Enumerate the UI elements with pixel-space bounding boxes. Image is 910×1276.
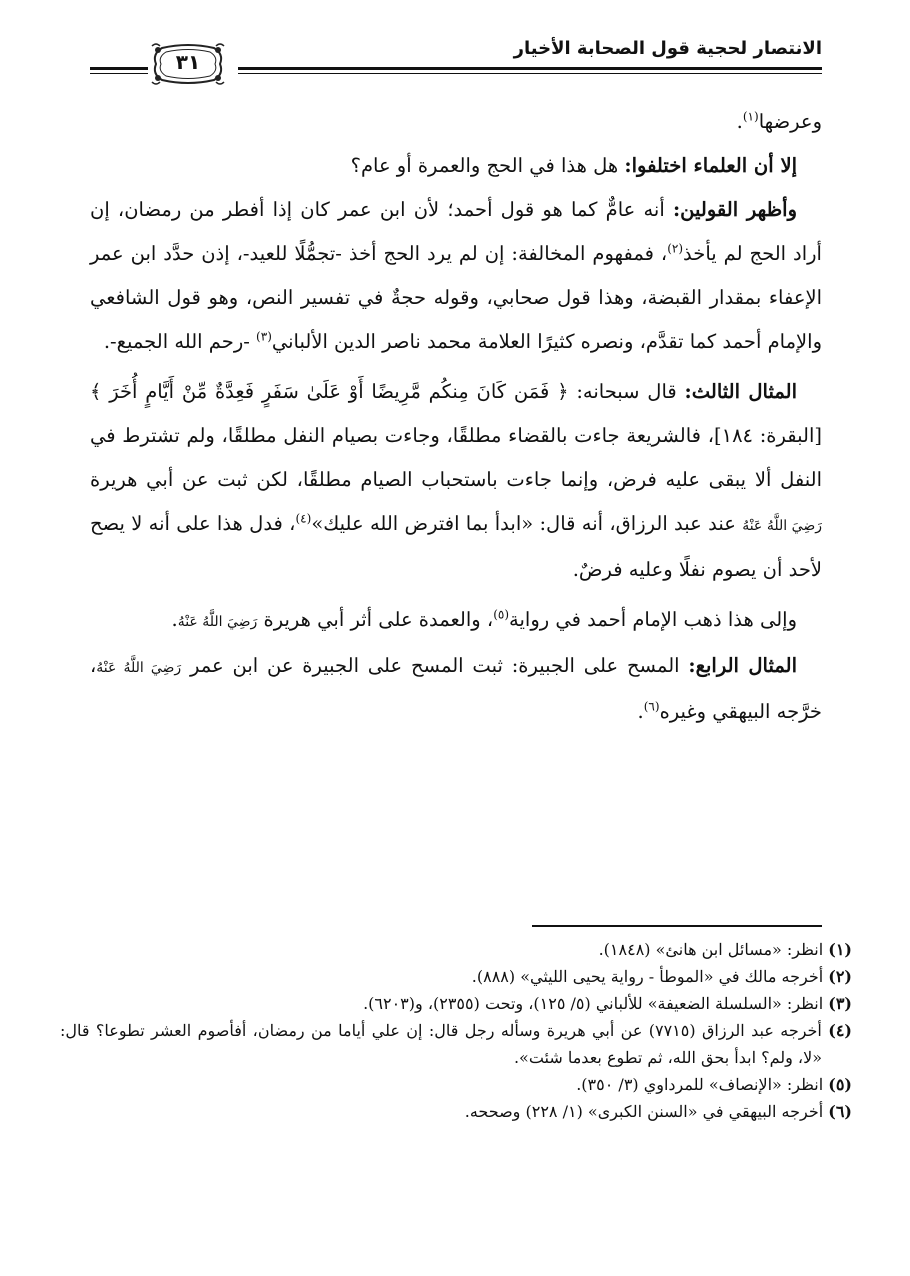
p4-text-c: عند عبد الرزاق، أنه قال: «ابدأ بما افترض الله عليك» — [311, 512, 743, 535]
paragraph-4 — [90, 370, 822, 592]
header-rule-thin — [238, 73, 822, 74]
p3-text-b: ، فمفهوم المخالفة: إن لم يرد الحج أخذ -تجمُّلًا للعيد-، إذن حدَّد ابن عمر الإعفاء بمقدار القبضة، وهذا قول صحابي، وقوله حجةٌ في تفسير النص، وهو قول الشافعي والإمام أحمد كما تقدَّم، ونصره كثيرًا العلامة محمد ناصر الدين الألباني — [90, 242, 822, 353]
p6-label: المثال الرابع: — [688, 654, 797, 677]
footnote-number: (٣) — [828, 994, 852, 1013]
p5-end: . — [171, 608, 178, 631]
footnote-ref-5[interactable]: (٥) — [493, 607, 510, 622]
p6-text-b: ، خرَّجه البيهقي وغيره — [90, 654, 822, 723]
footnote-number: (٥) — [828, 1075, 852, 1094]
paragraph-2 — [90, 144, 822, 188]
footnote-ref-1[interactable]: (١) — [742, 109, 759, 124]
p4-text-b: ، فالشريعة جاءت بالقضاء مطلقًا، وجاءت بصيام النفل مطلقًا، ولم تشترط في النفل ألا يبقى عليه فرض، وإنما جاءت باستحباب الصيام مطلقًا، لكن ثبت عن أبي هريرة — [90, 424, 822, 491]
header-rule-left-thin — [90, 73, 148, 74]
footnote-text: انظر: «الإنصاف» للمرداوي (٣/ ٣٥٠). — [576, 1075, 829, 1094]
footnote-text: أخرجه عبد الرزاق (٧٧١٥) عن أبي هريرة وسأله رجل قال: إن علي أياما من رمضان، أفأصوم العشر تطوعا؟ قال: «لا، ولم؟ ابدأ بحق الله، ثم تطوع بعدما شئت». — [60, 1021, 829, 1067]
footnote-ref-6[interactable]: (٦) — [643, 699, 660, 714]
footnote-ref-3[interactable]: (٣) — [256, 329, 272, 344]
main-text — [90, 100, 822, 734]
running-header-title: الانتصار لحجية قول الصحابة الأخيار — [513, 38, 822, 59]
footnote-ref-4[interactable]: (٤) — [295, 511, 312, 526]
p6-end: . — [637, 700, 644, 723]
p3-text-c: -رحم الله الجميع-. — [103, 330, 257, 353]
page-number: ٣١ — [175, 50, 201, 74]
footnote-number: (١) — [828, 940, 852, 959]
footnote-1 — [60, 936, 852, 963]
p6-text-a: المسح على الجبيرة: ثبت المسح على الجبيرة عن ابن عمر — [181, 654, 689, 677]
footnote-text: أخرجه مالك في «الموطأ - رواية يحيى الليثي» (٨٨٨). — [471, 967, 829, 986]
footnote-3 — [60, 990, 852, 1017]
footnote-2 — [60, 963, 852, 990]
p2-text: هل هذا في الحج والعمرة أو عام؟ — [350, 154, 625, 177]
p2-label: إلا أن العلماء اختلفوا: — [624, 154, 797, 177]
footnote-number: (٢) — [828, 967, 852, 986]
footnote-5 — [60, 1071, 852, 1098]
paragraph-6 — [90, 644, 822, 734]
quran-verse: ﴿ فَمَن كَانَ مِنكُم مَّرِيضًا أَوْ عَلَىٰ سَفَرٍ فَعِدَّةٌ مِّنْ أَيَّامٍ أُخَرَ ﴾ — [90, 380, 569, 403]
footnote-number: (٦) — [828, 1102, 852, 1121]
header-rule-left-thick — [90, 67, 148, 70]
p1-end: . — [736, 110, 743, 133]
honorific: رَضِيَ اللَّهُ عَنْهُ — [96, 660, 182, 676]
footnote-text: انظر: «مسائل ابن هانئ» (١٨٤٨). — [598, 940, 829, 959]
footnote-4 — [60, 1017, 852, 1071]
header-rule-thick — [238, 67, 822, 70]
p1-text: وعرضها — [758, 110, 822, 133]
footnote-text: انظر: «السلسلة الضعيفة» للألباني (٥/ ١٢٥)، وتحت (٢٣٥٥)، و(٦٢٠٣). — [363, 994, 829, 1013]
p3-text-a: أنه عامٌّ كما هو قول أحمد؛ لأن ابن عمر كان إذا أفطر من رمضان، إن أراد الحج لم يأخذ — [90, 198, 822, 265]
p4-text-a: قال سبحانه: — [568, 380, 685, 403]
footnotes — [60, 936, 852, 1125]
paragraph-1 — [90, 100, 822, 144]
honorific: رَضِيَ اللَّهُ عَنْهُ — [742, 518, 822, 534]
footnote-ref-2[interactable]: (٢) — [667, 241, 684, 256]
honorific: رَضِيَ اللَّهُ عَنْهُ — [177, 614, 258, 630]
p4-label: المثال الثالث: — [684, 380, 798, 403]
p3-label: وأظهر القولين: — [672, 198, 797, 221]
footnote-text: أخرجه البيهقي في «السنن الكبرى» (١/ ٢٢٨) وصححه. — [464, 1102, 829, 1121]
footnote-6 — [60, 1098, 852, 1125]
quran-reference: [البقرة: ١٨٤] — [713, 424, 822, 447]
p4-text-d: ، فدل هذا على أنه لا يصح لأحد أن يصوم نفلًا وعليه فرضٌ. — [90, 512, 822, 581]
paragraph-3 — [90, 188, 822, 364]
footnote-number: (٤) — [828, 1021, 852, 1040]
footnote-separator — [532, 925, 822, 927]
page-number-ornament — [148, 40, 228, 88]
p5-text-a: وإلى هذا ذهب الإمام أحمد في رواية — [509, 608, 797, 631]
paragraph-5 — [90, 598, 822, 644]
p5-text-b: ، والعمدة على أثر أبي هريرة — [257, 608, 494, 631]
